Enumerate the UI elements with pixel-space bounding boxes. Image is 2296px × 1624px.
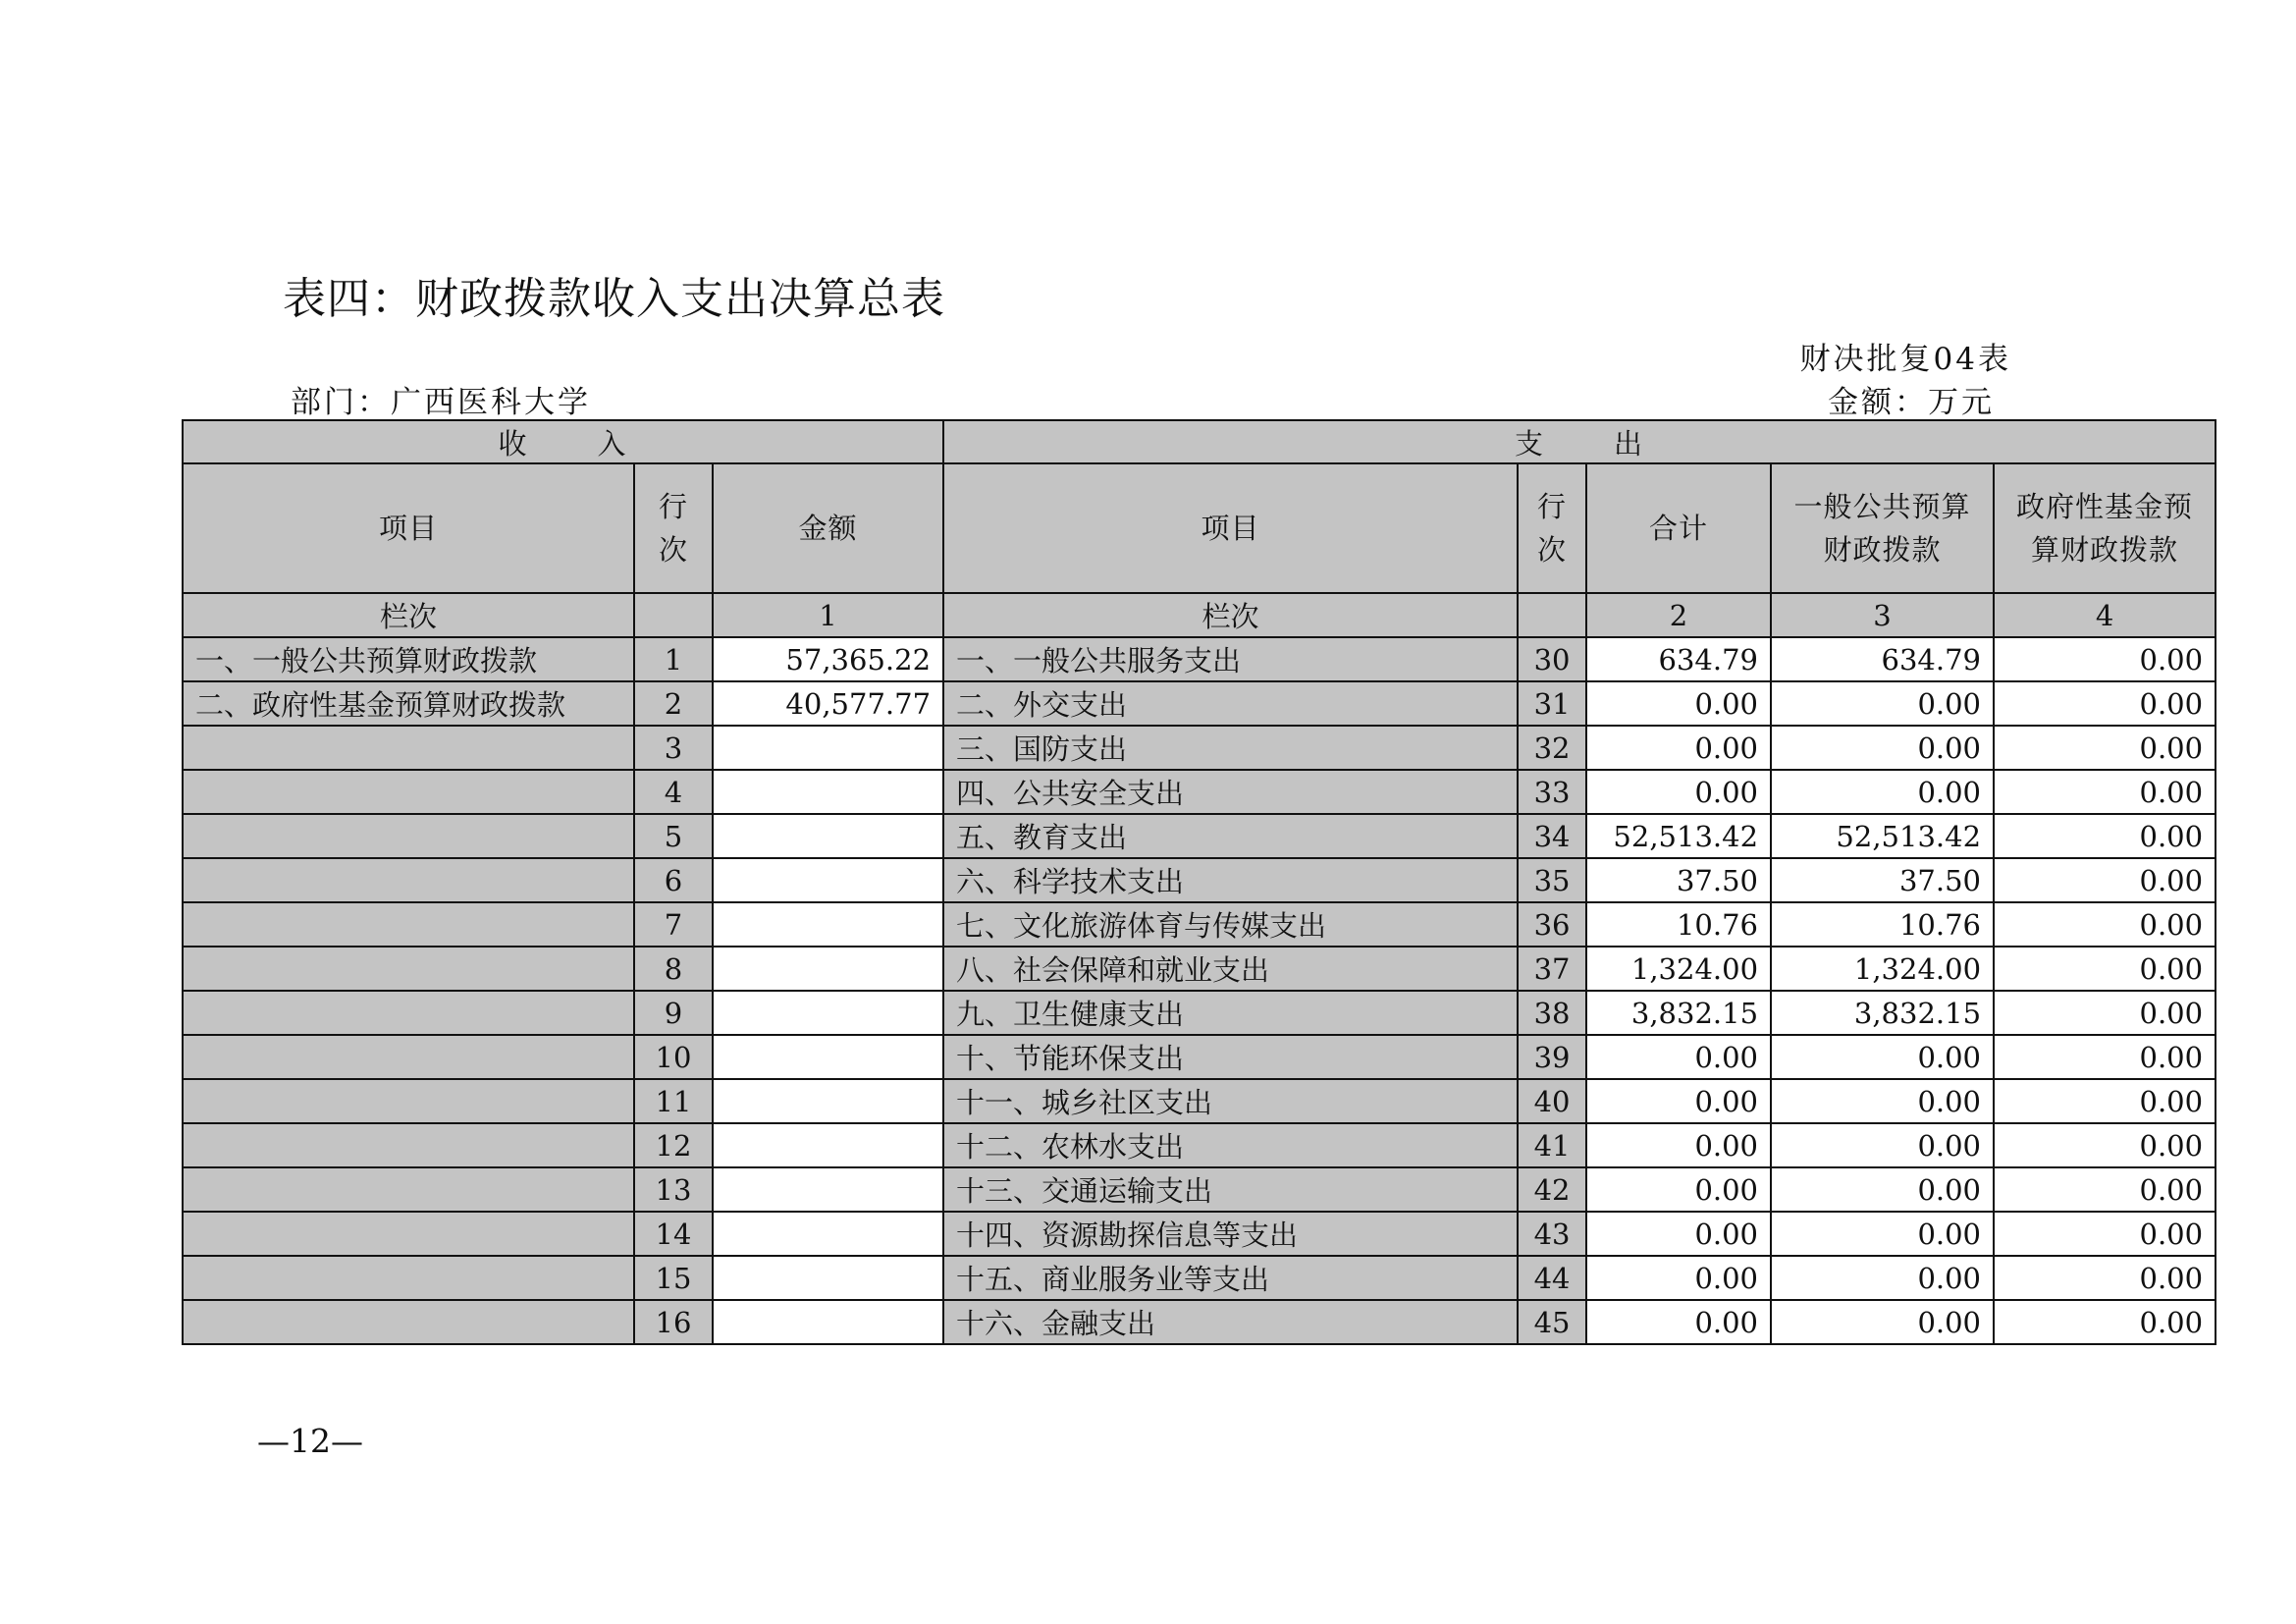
cell-expense-line: 39 <box>1518 1035 1586 1079</box>
cell-expense-line: 34 <box>1518 814 1586 858</box>
cell-expense-item: 十六、金融支出 <box>943 1300 1518 1344</box>
index-general: 3 <box>1771 593 1994 637</box>
table-row <box>183 681 2216 726</box>
cell-general-budget: 0.00 <box>1771 726 1994 770</box>
table-row <box>183 1079 2216 1123</box>
cell-income-amount <box>713 726 943 770</box>
cell-general-budget: 0.00 <box>1771 1079 1994 1123</box>
cell-fund-budget: 0.00 <box>1994 681 2216 726</box>
cell-income-amount <box>713 947 943 991</box>
cell-expense-item: 九、卫生健康支出 <box>943 991 1518 1035</box>
cell-fund-budget: 0.00 <box>1994 1079 2216 1123</box>
cell-general-budget: 52,513.42 <box>1771 814 1994 858</box>
cell-fund-budget: 0.00 <box>1994 858 2216 902</box>
header-total: 合计 <box>1586 463 1771 593</box>
cell-fund-budget: 0.00 <box>1994 1035 2216 1079</box>
table-row <box>183 814 2216 858</box>
cell-fund-budget: 0.00 <box>1994 1167 2216 1212</box>
page-number: —12— <box>257 1422 363 1460</box>
cell-expense-line: 31 <box>1518 681 1586 726</box>
column-index-row <box>183 593 2216 637</box>
cell-fund-budget: 0.00 <box>1994 726 2216 770</box>
cell-income-item <box>183 726 634 770</box>
cell-income-item <box>183 1212 634 1256</box>
table-row <box>183 770 2216 814</box>
cell-expense-item: 十二、农林水支出 <box>943 1123 1518 1167</box>
cell-income-line: 10 <box>634 1035 713 1079</box>
cell-general-budget: 3,832.15 <box>1771 991 1994 1035</box>
cell-income-amount <box>713 991 943 1035</box>
header-income-line: 行 次 <box>634 463 713 593</box>
cell-income-item: 一、一般公共预算财政拨款 <box>183 637 634 681</box>
cell-income-amount: 57,365.22 <box>713 637 943 681</box>
cell-income-line: 13 <box>634 1167 713 1212</box>
cell-expense-line: 30 <box>1518 637 1586 681</box>
header-fund-budget: 政府性基金预 算财政拨款 <box>1994 463 2216 593</box>
cell-total: 0.00 <box>1586 1123 1771 1167</box>
table-row <box>183 726 2216 770</box>
fiscal-appropriation-table <box>182 419 2216 1345</box>
cell-income-amount: 40,577.77 <box>713 681 943 726</box>
cell-expense-line: 41 <box>1518 1123 1586 1167</box>
cell-income-line: 4 <box>634 770 713 814</box>
cell-expense-item: 六、科学技术支出 <box>943 858 1518 902</box>
cell-fund-budget: 0.00 <box>1994 1212 2216 1256</box>
cell-income-item <box>183 858 634 902</box>
cell-income-line: 8 <box>634 947 713 991</box>
header-expense-item: 项目 <box>943 463 1518 593</box>
cell-income-item <box>183 1079 634 1123</box>
cell-income-amount <box>713 1035 943 1079</box>
cell-total: 0.00 <box>1586 770 1771 814</box>
cell-income-amount <box>713 1123 943 1167</box>
cell-fund-budget: 0.00 <box>1994 770 2216 814</box>
header-income-amount: 金额 <box>713 463 943 593</box>
cell-total: 0.00 <box>1586 681 1771 726</box>
cell-income-item <box>183 770 634 814</box>
index-expense-line <box>1518 593 1586 637</box>
cell-general-budget: 37.50 <box>1771 858 1994 902</box>
cell-general-budget: 0.00 <box>1771 770 1994 814</box>
cell-general-budget: 0.00 <box>1771 1167 1994 1212</box>
unit-label: 金额：万元 <box>1828 385 1995 420</box>
cell-total: 0.00 <box>1586 1079 1771 1123</box>
cell-expense-line: 38 <box>1518 991 1586 1035</box>
cell-total: 634.79 <box>1586 637 1771 681</box>
cell-expense-line: 37 <box>1518 947 1586 991</box>
cell-expense-item: 三、国防支出 <box>943 726 1518 770</box>
cell-expense-item: 七、文化旅游体育与传媒支出 <box>943 902 1518 947</box>
cell-fund-budget: 0.00 <box>1994 1123 2216 1167</box>
cell-fund-budget: 0.00 <box>1994 1256 2216 1300</box>
cell-general-budget: 0.00 <box>1771 1300 1994 1344</box>
cell-fund-budget: 0.00 <box>1994 947 2216 991</box>
cell-general-budget: 1,324.00 <box>1771 947 1994 991</box>
header-general-budget: 一般公共预算 财政拨款 <box>1771 463 1994 593</box>
income-section-header: 收 入 <box>183 420 943 463</box>
cell-total: 0.00 <box>1586 726 1771 770</box>
cell-income-amount <box>713 1167 943 1212</box>
cell-general-budget: 0.00 <box>1771 1256 1994 1300</box>
cell-income-amount <box>713 858 943 902</box>
cell-expense-line: 40 <box>1518 1079 1586 1123</box>
cell-fund-budget: 0.00 <box>1994 902 2216 947</box>
cell-expense-line: 42 <box>1518 1167 1586 1212</box>
cell-total: 0.00 <box>1586 1300 1771 1344</box>
page-title: 表四：财政拨款收入支出决算总表 <box>283 274 945 324</box>
header-expense-line: 行 次 <box>1518 463 1586 593</box>
table-row <box>183 947 2216 991</box>
cell-income-amount <box>713 1300 943 1344</box>
cell-expense-line: 35 <box>1518 858 1586 902</box>
cell-expense-item: 四、公共安全支出 <box>943 770 1518 814</box>
cell-expense-line: 32 <box>1518 726 1586 770</box>
cell-expense-line: 44 <box>1518 1256 1586 1300</box>
cell-income-item <box>183 991 634 1035</box>
header-income-item: 项目 <box>183 463 634 593</box>
cell-general-budget: 634.79 <box>1771 637 1994 681</box>
cell-income-line: 5 <box>634 814 713 858</box>
cell-expense-item: 十、节能环保支出 <box>943 1035 1518 1079</box>
cell-expense-item: 五、教育支出 <box>943 814 1518 858</box>
cell-income-item <box>183 1256 634 1300</box>
cell-income-line: 7 <box>634 902 713 947</box>
cell-income-amount <box>713 770 943 814</box>
table-row <box>183 1123 2216 1167</box>
cell-expense-line: 36 <box>1518 902 1586 947</box>
expense-section-header: 支 出 <box>943 420 2216 463</box>
index-fund: 4 <box>1994 593 2216 637</box>
cell-income-line: 15 <box>634 1256 713 1300</box>
cell-income-line: 9 <box>634 991 713 1035</box>
table-row <box>183 637 2216 681</box>
cell-expense-line: 45 <box>1518 1300 1586 1344</box>
cell-income-amount <box>713 902 943 947</box>
cell-income-line: 12 <box>634 1123 713 1167</box>
table-row <box>183 1256 2216 1300</box>
cell-general-budget: 0.00 <box>1771 1035 1994 1079</box>
cell-expense-item: 十五、商业服务业等支出 <box>943 1256 1518 1300</box>
index-total: 2 <box>1586 593 1771 637</box>
cell-general-budget: 0.00 <box>1771 681 1994 726</box>
cell-income-item <box>183 1035 634 1079</box>
cell-income-item <box>183 902 634 947</box>
table-row <box>183 1167 2216 1212</box>
cell-total: 52,513.42 <box>1586 814 1771 858</box>
table-row <box>183 1212 2216 1256</box>
cell-income-line: 6 <box>634 858 713 902</box>
cell-income-amount <box>713 1079 943 1123</box>
cell-total: 0.00 <box>1586 1256 1771 1300</box>
cell-income-line: 3 <box>634 726 713 770</box>
cell-income-line: 11 <box>634 1079 713 1123</box>
cell-expense-item: 一、一般公共服务支出 <box>943 637 1518 681</box>
index-expense-label: 栏次 <box>943 593 1518 637</box>
cell-expense-item: 十四、资源勘探信息等支出 <box>943 1212 1518 1256</box>
cell-expense-item: 八、社会保障和就业支出 <box>943 947 1518 991</box>
cell-fund-budget: 0.00 <box>1994 991 2216 1035</box>
cell-general-budget: 0.00 <box>1771 1212 1994 1256</box>
cell-total: 3,832.15 <box>1586 991 1771 1035</box>
cell-fund-budget: 0.00 <box>1994 637 2216 681</box>
table-row <box>183 1300 2216 1344</box>
cell-total: 1,324.00 <box>1586 947 1771 991</box>
cell-income-item <box>183 1167 634 1212</box>
cell-income-item: 二、政府性基金预算财政拨款 <box>183 681 634 726</box>
table-row <box>183 858 2216 902</box>
cell-income-amount <box>713 1256 943 1300</box>
cell-total: 0.00 <box>1586 1212 1771 1256</box>
cell-fund-budget: 0.00 <box>1994 1300 2216 1344</box>
cell-total: 0.00 <box>1586 1167 1771 1212</box>
cell-income-line: 1 <box>634 637 713 681</box>
cell-fund-budget: 0.00 <box>1994 814 2216 858</box>
table-row <box>183 991 2216 1035</box>
form-code: 财决批复04表 <box>1799 342 2011 377</box>
cell-expense-line: 33 <box>1518 770 1586 814</box>
cell-expense-item: 二、外交支出 <box>943 681 1518 726</box>
table-row <box>183 1035 2216 1079</box>
cell-income-line: 16 <box>634 1300 713 1344</box>
section-header-row <box>183 420 2216 463</box>
cell-income-item <box>183 814 634 858</box>
column-header-row <box>183 463 2216 593</box>
cell-income-line: 14 <box>634 1212 713 1256</box>
department-label: 部门：广西医科大学 <box>291 385 591 420</box>
cell-total: 37.50 <box>1586 858 1771 902</box>
cell-total: 10.76 <box>1586 902 1771 947</box>
index-income-line <box>634 593 713 637</box>
cell-general-budget: 0.00 <box>1771 1123 1994 1167</box>
cell-general-budget: 10.76 <box>1771 902 1994 947</box>
cell-total: 0.00 <box>1586 1035 1771 1079</box>
cell-expense-line: 43 <box>1518 1212 1586 1256</box>
cell-income-item <box>183 1300 634 1344</box>
index-income-label: 栏次 <box>183 593 634 637</box>
index-income-amount: 1 <box>713 593 943 637</box>
cell-income-amount <box>713 1212 943 1256</box>
table-row <box>183 902 2216 947</box>
cell-income-amount <box>713 814 943 858</box>
cell-income-item <box>183 1123 634 1167</box>
cell-expense-item: 十三、交通运输支出 <box>943 1167 1518 1212</box>
cell-income-line: 2 <box>634 681 713 726</box>
cell-expense-item: 十一、城乡社区支出 <box>943 1079 1518 1123</box>
cell-income-item <box>183 947 634 991</box>
